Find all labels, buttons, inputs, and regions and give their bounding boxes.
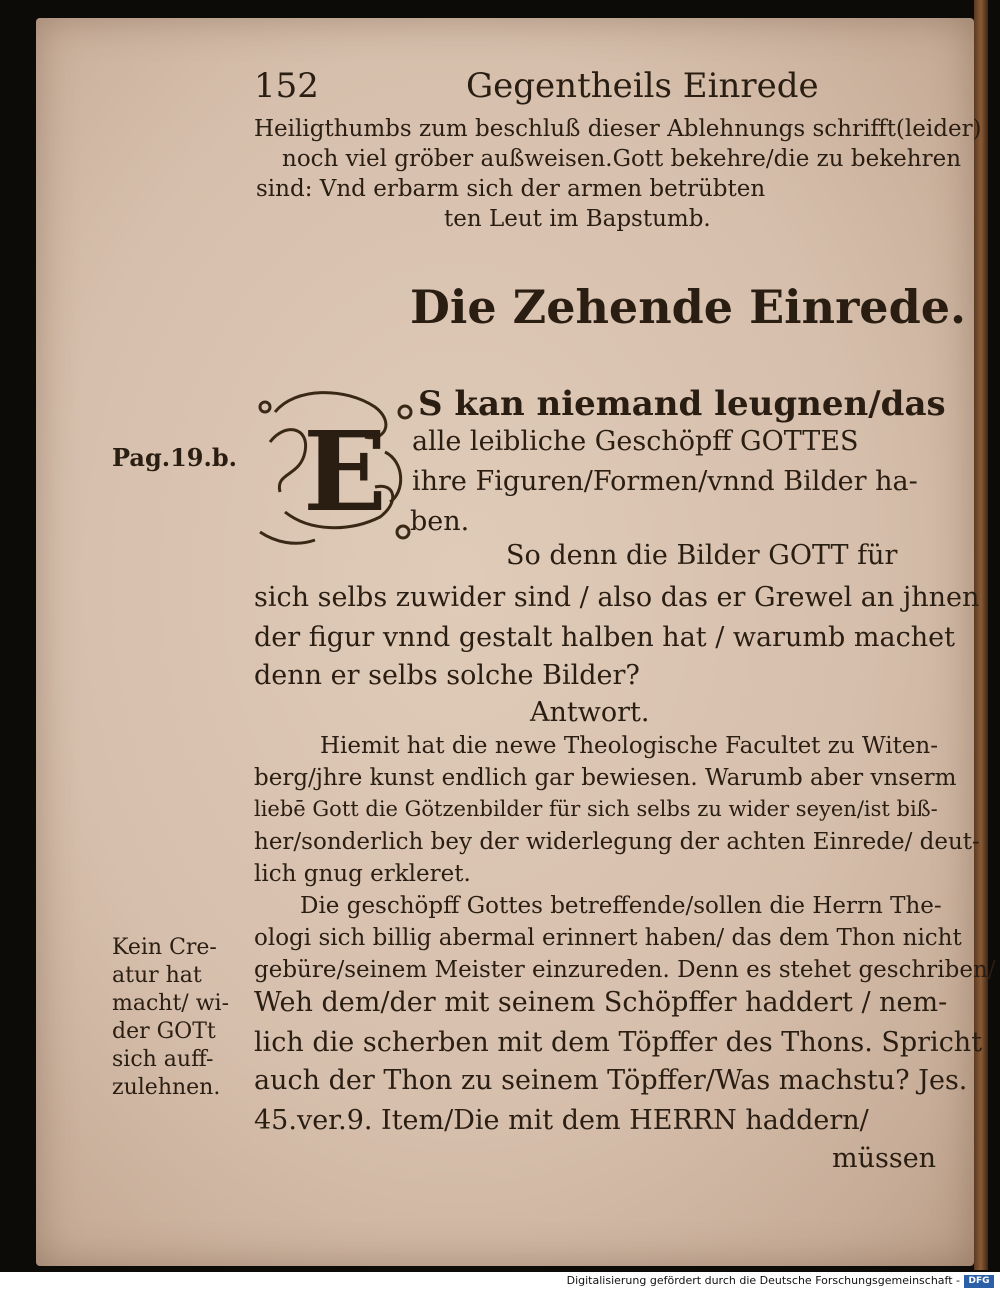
margin-note-line: macht/ wi- bbox=[112, 991, 230, 1016]
page-number: 152 bbox=[254, 66, 319, 106]
main-line: ihre Figuren/Formen/vnnd Bilder ha- bbox=[412, 466, 918, 497]
intro-line: sind: Vnd erbarm sich der armen betrübten bbox=[256, 176, 766, 202]
margin-note-line: Kein Cre- bbox=[112, 935, 217, 960]
answer-line: berg/jhre kunst endlich gar bewiesen. Warumb aber vnserm bbox=[254, 765, 957, 791]
margin-note-line: der GOTt bbox=[112, 1019, 216, 1044]
footer-credit: Digitalisierung gefördert durch die Deutsche Forschungsgemeinschaft - bbox=[566, 1274, 960, 1287]
main-line: sich selbs zuwider sind / also das er Grewel an jhnen bbox=[254, 582, 980, 613]
dfg-logo: DFG bbox=[964, 1275, 994, 1288]
closing-line: Die geschöpff Gottes betreffende/sollen die Herrn The- bbox=[300, 893, 942, 919]
closing-line: müssen bbox=[832, 1143, 937, 1174]
running-title: Gegentheils Einrede bbox=[466, 66, 819, 106]
answer-line: lich gnug erkleret. bbox=[254, 861, 471, 887]
intro-line: noch viel gröber außweisen.Gott bekehre/die zu bekehren bbox=[282, 146, 962, 172]
closing-line: lich die scherben mit dem Töpffer des Thons. Spricht bbox=[254, 1027, 983, 1058]
intro-line: Heiligthumbs zum beschluß dieser Ablehnungs schrifft(leider) bbox=[254, 116, 982, 142]
main-line: alle leibliche Geschöpff GOTTES bbox=[412, 426, 859, 457]
answer-line: Hiemit hat die newe Theologische Facultet zu Witen- bbox=[320, 733, 939, 759]
decorated-initial-icon bbox=[255, 382, 415, 554]
intro-line: ten Leut im Bapstumb. bbox=[444, 206, 711, 232]
main-line: denn er selbs solche Bilder? bbox=[254, 660, 640, 691]
closing-line: Weh dem/der mit seinem Schöpffer haddert / nem- bbox=[254, 987, 948, 1018]
answer-line: her/sonderlich bey der widerlegung der achten Einrede/ deut- bbox=[254, 829, 980, 855]
margin-page-ref: Pag.19.b. bbox=[112, 443, 237, 472]
answer-heading: Antwort. bbox=[530, 697, 650, 728]
main-line: ben. bbox=[410, 506, 470, 537]
svg-text:E: E bbox=[303, 407, 387, 536]
closing-line: 45.ver.9. Item/Die mit dem HERRN haddern/ bbox=[254, 1105, 869, 1136]
main-line: S kan niemand leugnen/das bbox=[418, 384, 946, 424]
book-edge bbox=[974, 0, 988, 1270]
margin-note-line: atur hat bbox=[112, 963, 202, 988]
main-line: So denn die Bilder GOTT für bbox=[506, 540, 898, 571]
closing-line: ologi sich billig abermal erinnert haben/ das dem Thon nicht bbox=[254, 925, 962, 951]
answer-line: liebē Gott die Götzenbilder für sich selbs zu wider seyen/ist biß- bbox=[254, 797, 938, 821]
section-heading: Die Zehende Einrede. bbox=[410, 280, 967, 334]
margin-note bbox=[112, 934, 229, 1102]
margin-note-line: sich auff- bbox=[112, 1047, 214, 1072]
main-line: der figur vnnd gestalt halben hat / warumb machet bbox=[254, 622, 955, 653]
margin-note-line: zulehnen. bbox=[112, 1075, 221, 1100]
closing-line: gebüre/seinem Meister einzureden. Denn es stehet geschriben/ bbox=[254, 957, 996, 983]
footer-bar bbox=[0, 1272, 1000, 1291]
closing-line: auch der Thon zu seinem Töpffer/Was machstu? Jes. bbox=[254, 1065, 968, 1096]
